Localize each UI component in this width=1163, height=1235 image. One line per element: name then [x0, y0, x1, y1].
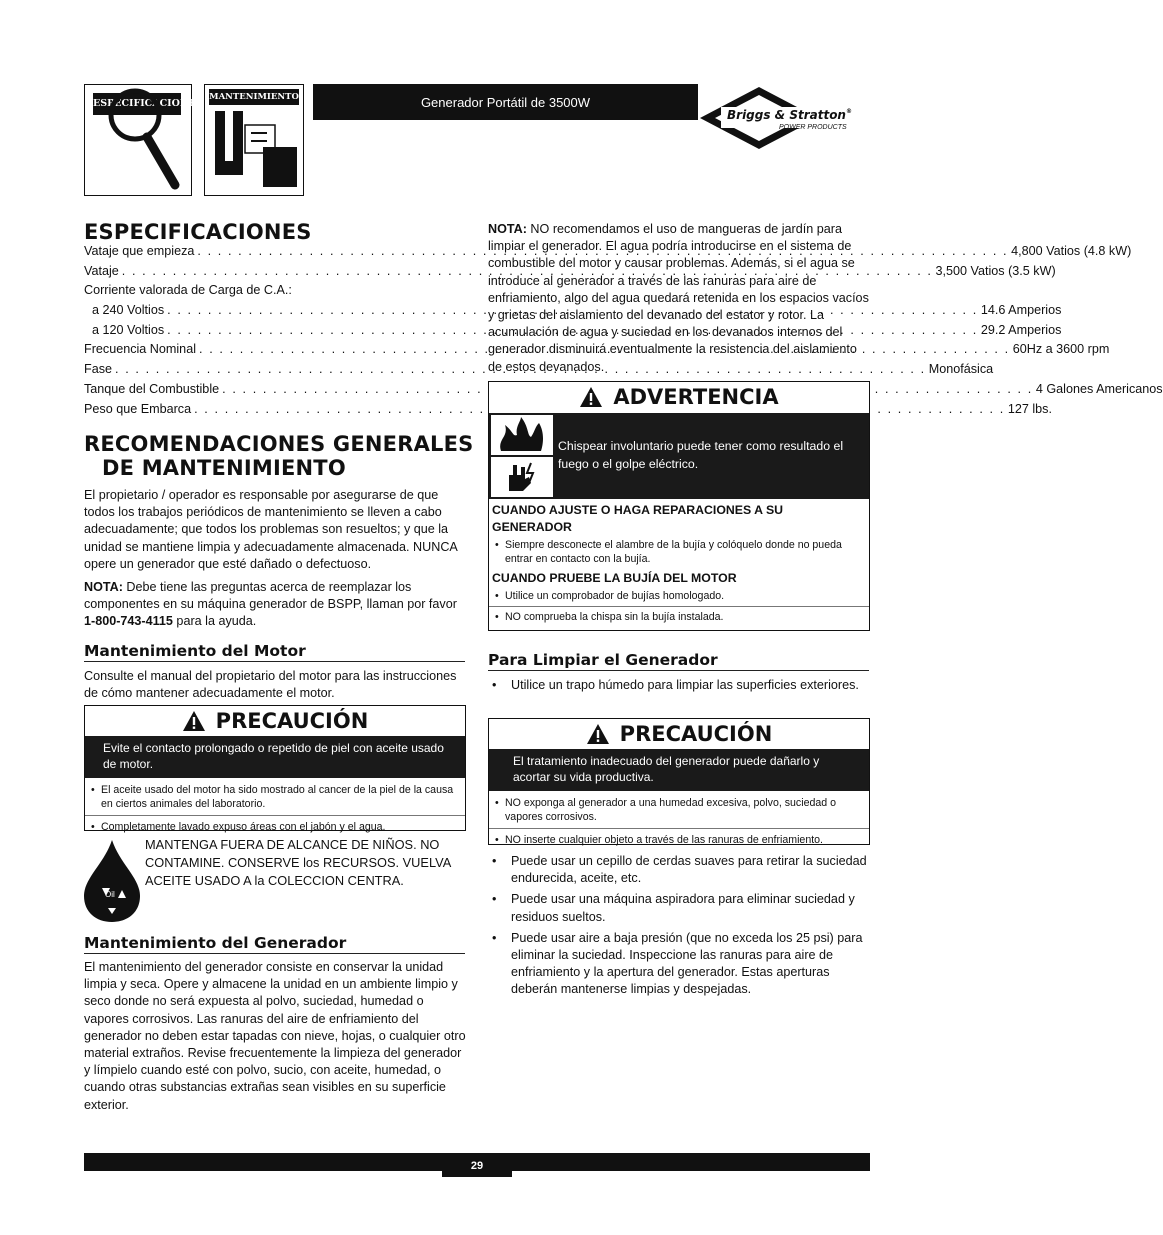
warning-triangle-icon [182, 710, 206, 732]
spec-row: a 240 Voltios . . . 14.6 Amperios [84, 303, 464, 323]
brand-subtitle: POWER PRODUCTS [779, 124, 847, 131]
advertencia-band-text: Chispear involuntario puede tener como resultado el fuego o el golpe eléctrico. [558, 439, 844, 471]
brand-name: Briggs & Stratton [727, 108, 846, 122]
limpiar-item: • Puede usar aire a baja presión (que no exceda los 25 psi) para eliminar la suciedad. Inspeccione las ranuras para aire de enfriamiento y la apertura del generador. Estas aperturas deberán mantenerse limpias y despejadas. [488, 930, 870, 999]
motor-title: Mantenimiento del Motor [84, 642, 465, 662]
advertencia-header [489, 382, 869, 412]
oil-icon-label: Oil [105, 890, 115, 899]
warning-triangle-icon [579, 386, 603, 408]
limpiar-item: • Utilice un trapo húmedo para limpiar las superficies exteriores. [488, 677, 860, 694]
fire-icon [491, 415, 553, 455]
limpiar-item: • Puede usar una máquina aspiradora para eliminar suciedad y residuos sueltos. [488, 891, 870, 925]
brand-registered-mark: ® [845, 108, 852, 115]
electric-shock-icon [491, 457, 553, 497]
magnifier-icon [85, 85, 193, 197]
limpiar-title: Para Limpiar el Generador [488, 651, 869, 671]
precaucion-header [85, 706, 465, 736]
advertencia-box [488, 381, 870, 631]
page-number: 29 [442, 1155, 512, 1177]
spec-row: Corriente valorada de Carga de C.A.: [84, 283, 292, 298]
spec-row: Peso que Embarca . . . 127 lbs. [84, 402, 464, 422]
recomendaciones-nota: NOTA: Debe tiene las preguntas acerca de reemplazar los componentes en su máquina generador de BSPP, llaman por favor 1-800-743-4115 para la ayuda. [84, 580, 457, 629]
precaucion-title: PRECAUCIÓN [619, 722, 773, 746]
precaucion-box-motor [84, 705, 466, 831]
generador-text: El mantenimiento del generador consiste en conservar la unidad limpia y seca. Opere y almacene la unidad en un ambiente limpio y seco donde no será expuesta al polvo, suciedad, humedad o vapores corrosivos. Las ranuras del aire de enfriamiento del generador no deben estar tapadas con nieve, hojas, o cualquier otro material extraños. Revise frecuentemente la limpieza del generador y límpielo cuando esté con polvo, sucio, con aceite, humedad, o cuando otras substancias extrañas sean visibles en su superficie exterior. [84, 960, 466, 1112]
oil-recycling-notice: MANTENGA FUERA DE ALCANCE DE NIÑOS. NO CONTAMINE. CONSERVE los RECURSOS. VUELVA ACEITE USADO A la COLECCION CENTRA. [145, 837, 451, 888]
spec-row: Vataje que empieza . . . 4,800 Vatios (4.8 kW) [84, 244, 464, 264]
advertencia-details [489, 502, 869, 624]
mantenimiento-icon-label: MANTENIMIENTO [209, 89, 299, 105]
warning-triangle-icon [586, 723, 610, 745]
advertencia-subheading: CUANDO PRUEBE LA BUJÍA DEL MOTOR [492, 571, 737, 585]
limpiar-list [488, 677, 860, 698]
spec-row: Frecuencia Nominal . . . 60Hz a 3600 rpm [84, 342, 464, 362]
banner-title: Generador Portátil de 3500W [420, 94, 591, 110]
support-phone: 1-800-743-4115 [84, 614, 173, 629]
advertencia-item: • NO comprueba la chispa sin la bujía instalada. [491, 610, 861, 624]
spec-row: a 120 Voltios . . . 29.2 Amperios [84, 323, 464, 343]
generador-title: Mantenimiento del Generador [84, 934, 465, 954]
advertencia-subheading: CUANDO AJUSTE O HAGA REPARACIONES A SU GENERADOR [492, 503, 784, 534]
precaucion-band: Evite el contacto prolongado o repetido de piel con aceite usado de motor. [85, 736, 465, 778]
spec-row: Fase . . . Monofásica [84, 362, 464, 382]
recomendaciones-paragraph: El propietario / operador es responsable por asegurarse de que todos los trabajos periódicos de mantenimiento se lleven a cabo adecuadamente; que todos los problemas son resueltos; y que la unidad se mantiene limpia y adecuadamente almacenada. NUNCA opere un generador que esté dañado o defectuoso. [84, 488, 458, 571]
motor-text: Consulte el manual del propietario del motor para las instrucciones de cómo mantener adecuadamente el motor. [84, 669, 457, 701]
precaucion-item: • NO exponga al generador a una humedad excesiva, polvo, suciedad o vapores corrosivos. [491, 796, 861, 824]
especificaciones-title: ESPECIFICACIONES [84, 220, 312, 244]
especificaciones-icon [84, 84, 203, 196]
recomendaciones-title: RECOMENDACIONES GENERALES DE MANTENIMIENTO [84, 432, 474, 480]
advertencia-band [489, 413, 869, 499]
advertencia-item: • Utilice un comprobador de bujías homologado. [491, 589, 861, 603]
advertencia-item: • Siempre desconecte el alambre de la bujía y colóquelo donde no pueda entrar en contacto con la bujía. [491, 538, 849, 566]
nota-mangueras: NOTA: NO recomendamos el uso de mangueras de jardín para limpiar el generador. El agua podría introducirse en el sistema de combustible del motor y causar problemas. Además, si el agua se introduce al generador a través de las ranuras para aire de enfriamiento, algo del agua quedará retenida en los espacios vacíos y grietas del aislamiento del devanado del estator y rotor. La acumulación de agua y suciedad en los devanados internos del generador disminuirá eventualmente la resistencia del aislamiento de estos devanados. [488, 222, 869, 374]
advertencia-title: ADVERTENCIA [613, 385, 779, 409]
spec-row: Tanque del Combustible . . . 4 Galones Americanos [84, 382, 464, 402]
precaucion-item: • NO inserte cualquier objeto a través de las ranuras de enfriamiento. [491, 833, 861, 847]
precaucion-header [489, 719, 869, 749]
briggs-stratton-logo [697, 84, 869, 152]
oil-recycle-icon [82, 838, 142, 924]
precaucion-box-generador [488, 718, 870, 845]
mantenimiento-icon [204, 84, 304, 196]
limpiar-item: • Puede usar un cepillo de cerdas suaves para retirar la suciedad endurecida, aceite, etc. [488, 853, 870, 887]
spec-row: Vataje . . . 3,500 Vatios (3.5 kW) [84, 264, 464, 284]
precaucion-item: • El aceite usado del motor ha sido mostrado al cancer de la piel de la causa en ciertos animales del laboratorio. [87, 783, 457, 811]
manual-title-banner [313, 84, 698, 120]
precaucion-band: El tratamiento inadecuado del generador puede dañarlo y acortar su vida productiva. [489, 749, 869, 791]
especificaciones-icon-label: ESPECIFICACIONES [93, 93, 181, 115]
limpiar-more-list [488, 853, 870, 1003]
recomendaciones-body [84, 487, 466, 631]
wrench-panel-icon [205, 85, 305, 197]
precaucion-item: • Completamente lavado expuso áreas con el jabón y el agua. [87, 820, 457, 834]
precaucion-title: PRECAUCIÓN [215, 709, 369, 733]
